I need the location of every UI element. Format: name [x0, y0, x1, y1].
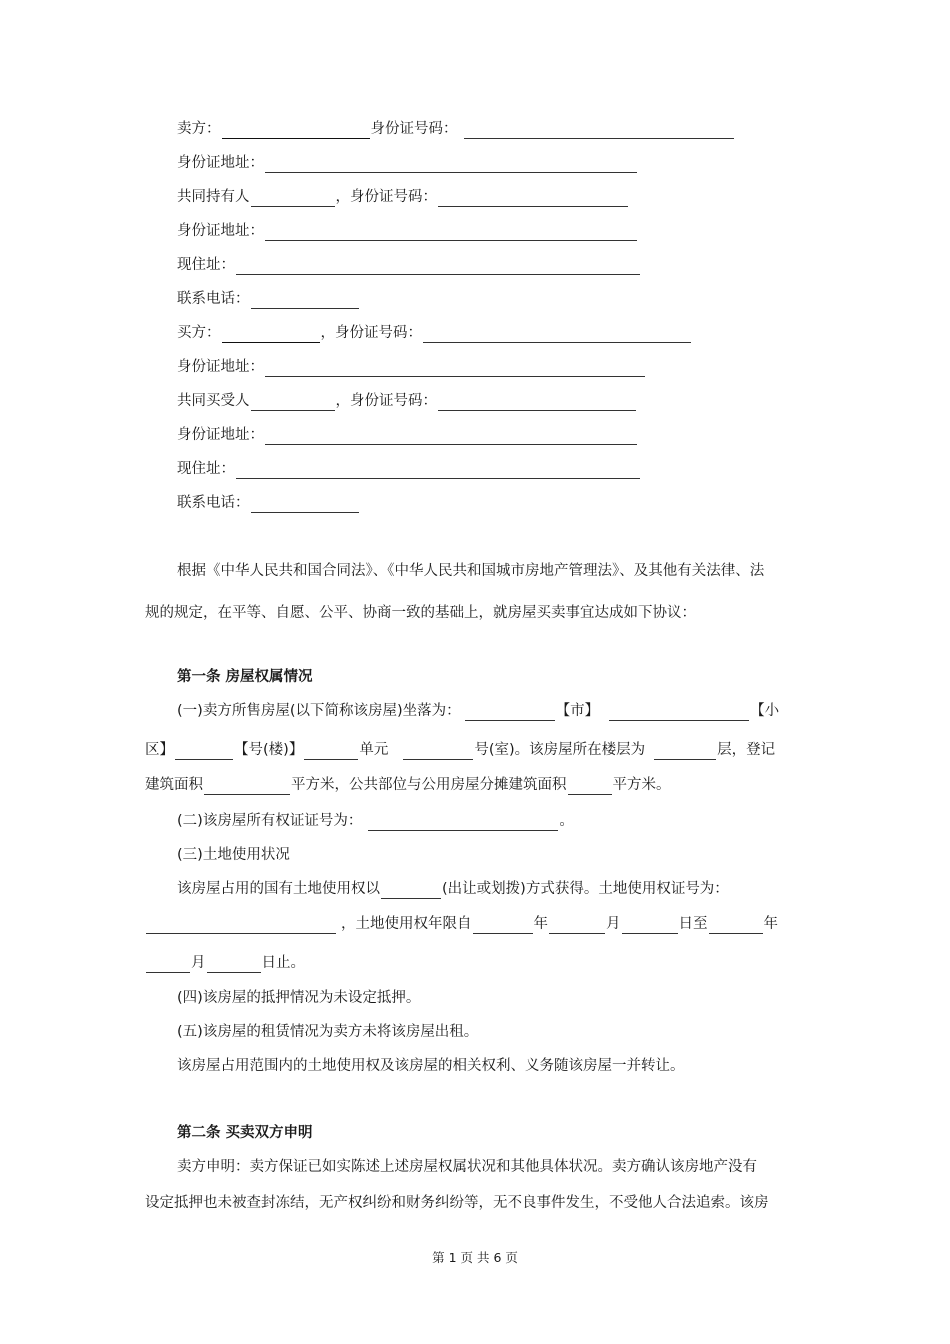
article1-p7: 该房屋占用范围内的土地使用权及该房屋的相关权利、义务随该房屋一并转让。 [177, 1058, 685, 1074]
buyer-co-buyer-address-blank [265, 429, 637, 445]
community-label-start: 【小 [750, 703, 780, 719]
article1-title: 第一条 房屋权属情况 [177, 669, 313, 685]
end-day-label: 日止。 [261, 955, 305, 971]
article1-p2 [177, 811, 574, 831]
end-year-blank [709, 918, 763, 934]
room-blank [403, 744, 473, 760]
article1-p4-line2 [145, 914, 778, 934]
seller-co-owner-address-line [177, 221, 638, 241]
seller-id-label: 身份证号码： [370, 121, 458, 137]
seller-id-address-label: 身份证地址： [177, 155, 264, 171]
seller-phone-line [177, 289, 360, 309]
land-use-label: 该房屋占用的国有土地使用权以 [177, 881, 380, 897]
buyer-label: 买方： [177, 325, 221, 341]
buyer-id-blank [423, 327, 691, 343]
article1-p4-line3 [145, 953, 305, 973]
article1-p1-line2 [145, 740, 775, 760]
article2-title: 第二条 买卖双方申明 [177, 1125, 313, 1141]
community-blank [609, 705, 749, 721]
city-label: 【市】 [555, 703, 600, 719]
seller-current-address-label: 现住址： [177, 257, 235, 273]
unit-label: 单元 [359, 742, 389, 758]
community-label-end: 区】 [145, 742, 174, 758]
start-month-label: 月 [606, 916, 621, 932]
seller-id-address-line [177, 153, 638, 173]
buyer-co-buyer-address-label: 身份证地址： [177, 427, 264, 443]
end-month-label: 月 [191, 955, 206, 971]
shared-area-label: 平方米，公共部位与公用房屋分摊建筑面积 [291, 777, 567, 793]
seller-id-blank [464, 123, 734, 139]
article2-line1: 卖方申明：卖方保证已如实陈述上述房屋权属状况和其他具体状况。卖方确认该房地产没有 [177, 1159, 757, 1175]
seller-current-address-line [177, 255, 641, 275]
shared-area-unit: 平方米。 [612, 777, 671, 793]
start-year-blank [473, 918, 533, 934]
buyer-phone-label: 联系电话： [177, 495, 250, 511]
certificate-blank [368, 815, 558, 831]
article1-p1-line1 [177, 701, 779, 721]
room-floor-label: 号(室)。该房屋所在楼层为 [474, 742, 646, 758]
land-cert-blank [146, 918, 336, 934]
article1-p6: (五)该房屋的租赁情况为卖方未将该房屋出租。 [177, 1024, 479, 1040]
article1-p3: (三)土地使用状况 [177, 847, 290, 863]
buyer-phone-blank [251, 497, 359, 513]
location-label: (一)卖方所售房屋(以下简称该房屋)坐落为： [177, 703, 461, 719]
seller-phone-blank [251, 293, 359, 309]
certificate-end: 。 [559, 813, 574, 829]
buyer-id-address-blank [265, 361, 645, 377]
land-acquire-label: (出让或划拨)方式获得。土地使用权证号为： [442, 881, 729, 897]
seller-label: 卖方： [177, 121, 221, 137]
seller-name-blank [222, 123, 370, 139]
end-month-blank [146, 957, 190, 973]
buyer-co-buyer-blank [251, 395, 335, 411]
city-blank [465, 705, 555, 721]
seller-phone-label: 联系电话： [177, 291, 250, 307]
buyer-current-address-line [177, 459, 641, 479]
certificate-label: (二)该房屋所有权证证号为： [177, 813, 363, 829]
seller-id-address-blank [265, 157, 637, 173]
end-day-blank [207, 957, 261, 973]
buyer-co-buyer-id-blank [438, 395, 636, 411]
buyer-co-buyer-address-line [177, 425, 638, 445]
building-blank [175, 744, 233, 760]
area-label: 建筑面积 [145, 777, 203, 793]
page-footer: 第 1 页 共 6 页 [432, 1250, 518, 1265]
article1-p4-line1 [177, 879, 729, 899]
start-day-blank [622, 918, 678, 934]
area-blank [204, 779, 290, 795]
seller-co-owner-id-blank [438, 191, 628, 207]
start-year-label: 年 [533, 916, 548, 932]
seller-current-address-blank [236, 259, 640, 275]
seller-co-owner-address-blank [265, 225, 637, 241]
buyer-id-label: ，身份证号码： [320, 325, 422, 341]
seller-co-owner-line [177, 187, 629, 207]
seller-co-owner-label: 共同持有人 [177, 189, 250, 205]
buyer-id-address-label: 身份证地址： [177, 359, 264, 375]
start-month-blank [549, 918, 605, 934]
buyer-current-address-label: 现住址： [177, 461, 235, 477]
buyer-id-address-line [177, 357, 646, 377]
shared-area-blank [568, 779, 612, 795]
buyer-line [177, 323, 692, 343]
article1-p1-line3 [145, 775, 671, 795]
preamble-line-1: 根据《中华人民共和国合同法》、《中华人民共和国城市房地产管理法》、及其他有关法律、法 [177, 563, 765, 579]
land-term-label: ，土地使用权年限自 [341, 916, 472, 932]
seller-co-owner-id-label: ，身份证号码： [335, 189, 437, 205]
preamble-line-2: 规的规定，在平等、自愿、公平、协商一致的基础上，就房屋买卖事宜达成如下协议： [145, 605, 696, 621]
land-acquire-blank [381, 883, 441, 899]
building-label: 【号(楼)】 [234, 742, 304, 758]
unit-blank [304, 744, 358, 760]
article1-p5: (四)该房屋的抵押情况为未设定抵押。 [177, 990, 421, 1006]
buyer-phone-line [177, 493, 360, 513]
floor-label: 层，登记 [717, 742, 776, 758]
seller-co-owner-address-label: 身份证地址： [177, 223, 264, 239]
buyer-co-buyer-line [177, 391, 637, 411]
buyer-co-buyer-id-label: ，身份证号码： [335, 393, 437, 409]
seller-line [177, 119, 735, 139]
buyer-name-blank [222, 327, 320, 343]
start-day-label: 日至 [678, 916, 708, 932]
buyer-current-address-blank [236, 463, 640, 479]
floor-blank [654, 744, 716, 760]
buyer-co-buyer-label: 共同买受人 [177, 393, 250, 409]
end-year-label: 年 [763, 916, 778, 932]
seller-co-owner-blank [251, 191, 335, 207]
article2-line2: 设定抵押也未被查封冻结，无产权纠纷和财务纠纷等，无不良事件发生，不受他人合法追索。该房 [145, 1195, 769, 1211]
